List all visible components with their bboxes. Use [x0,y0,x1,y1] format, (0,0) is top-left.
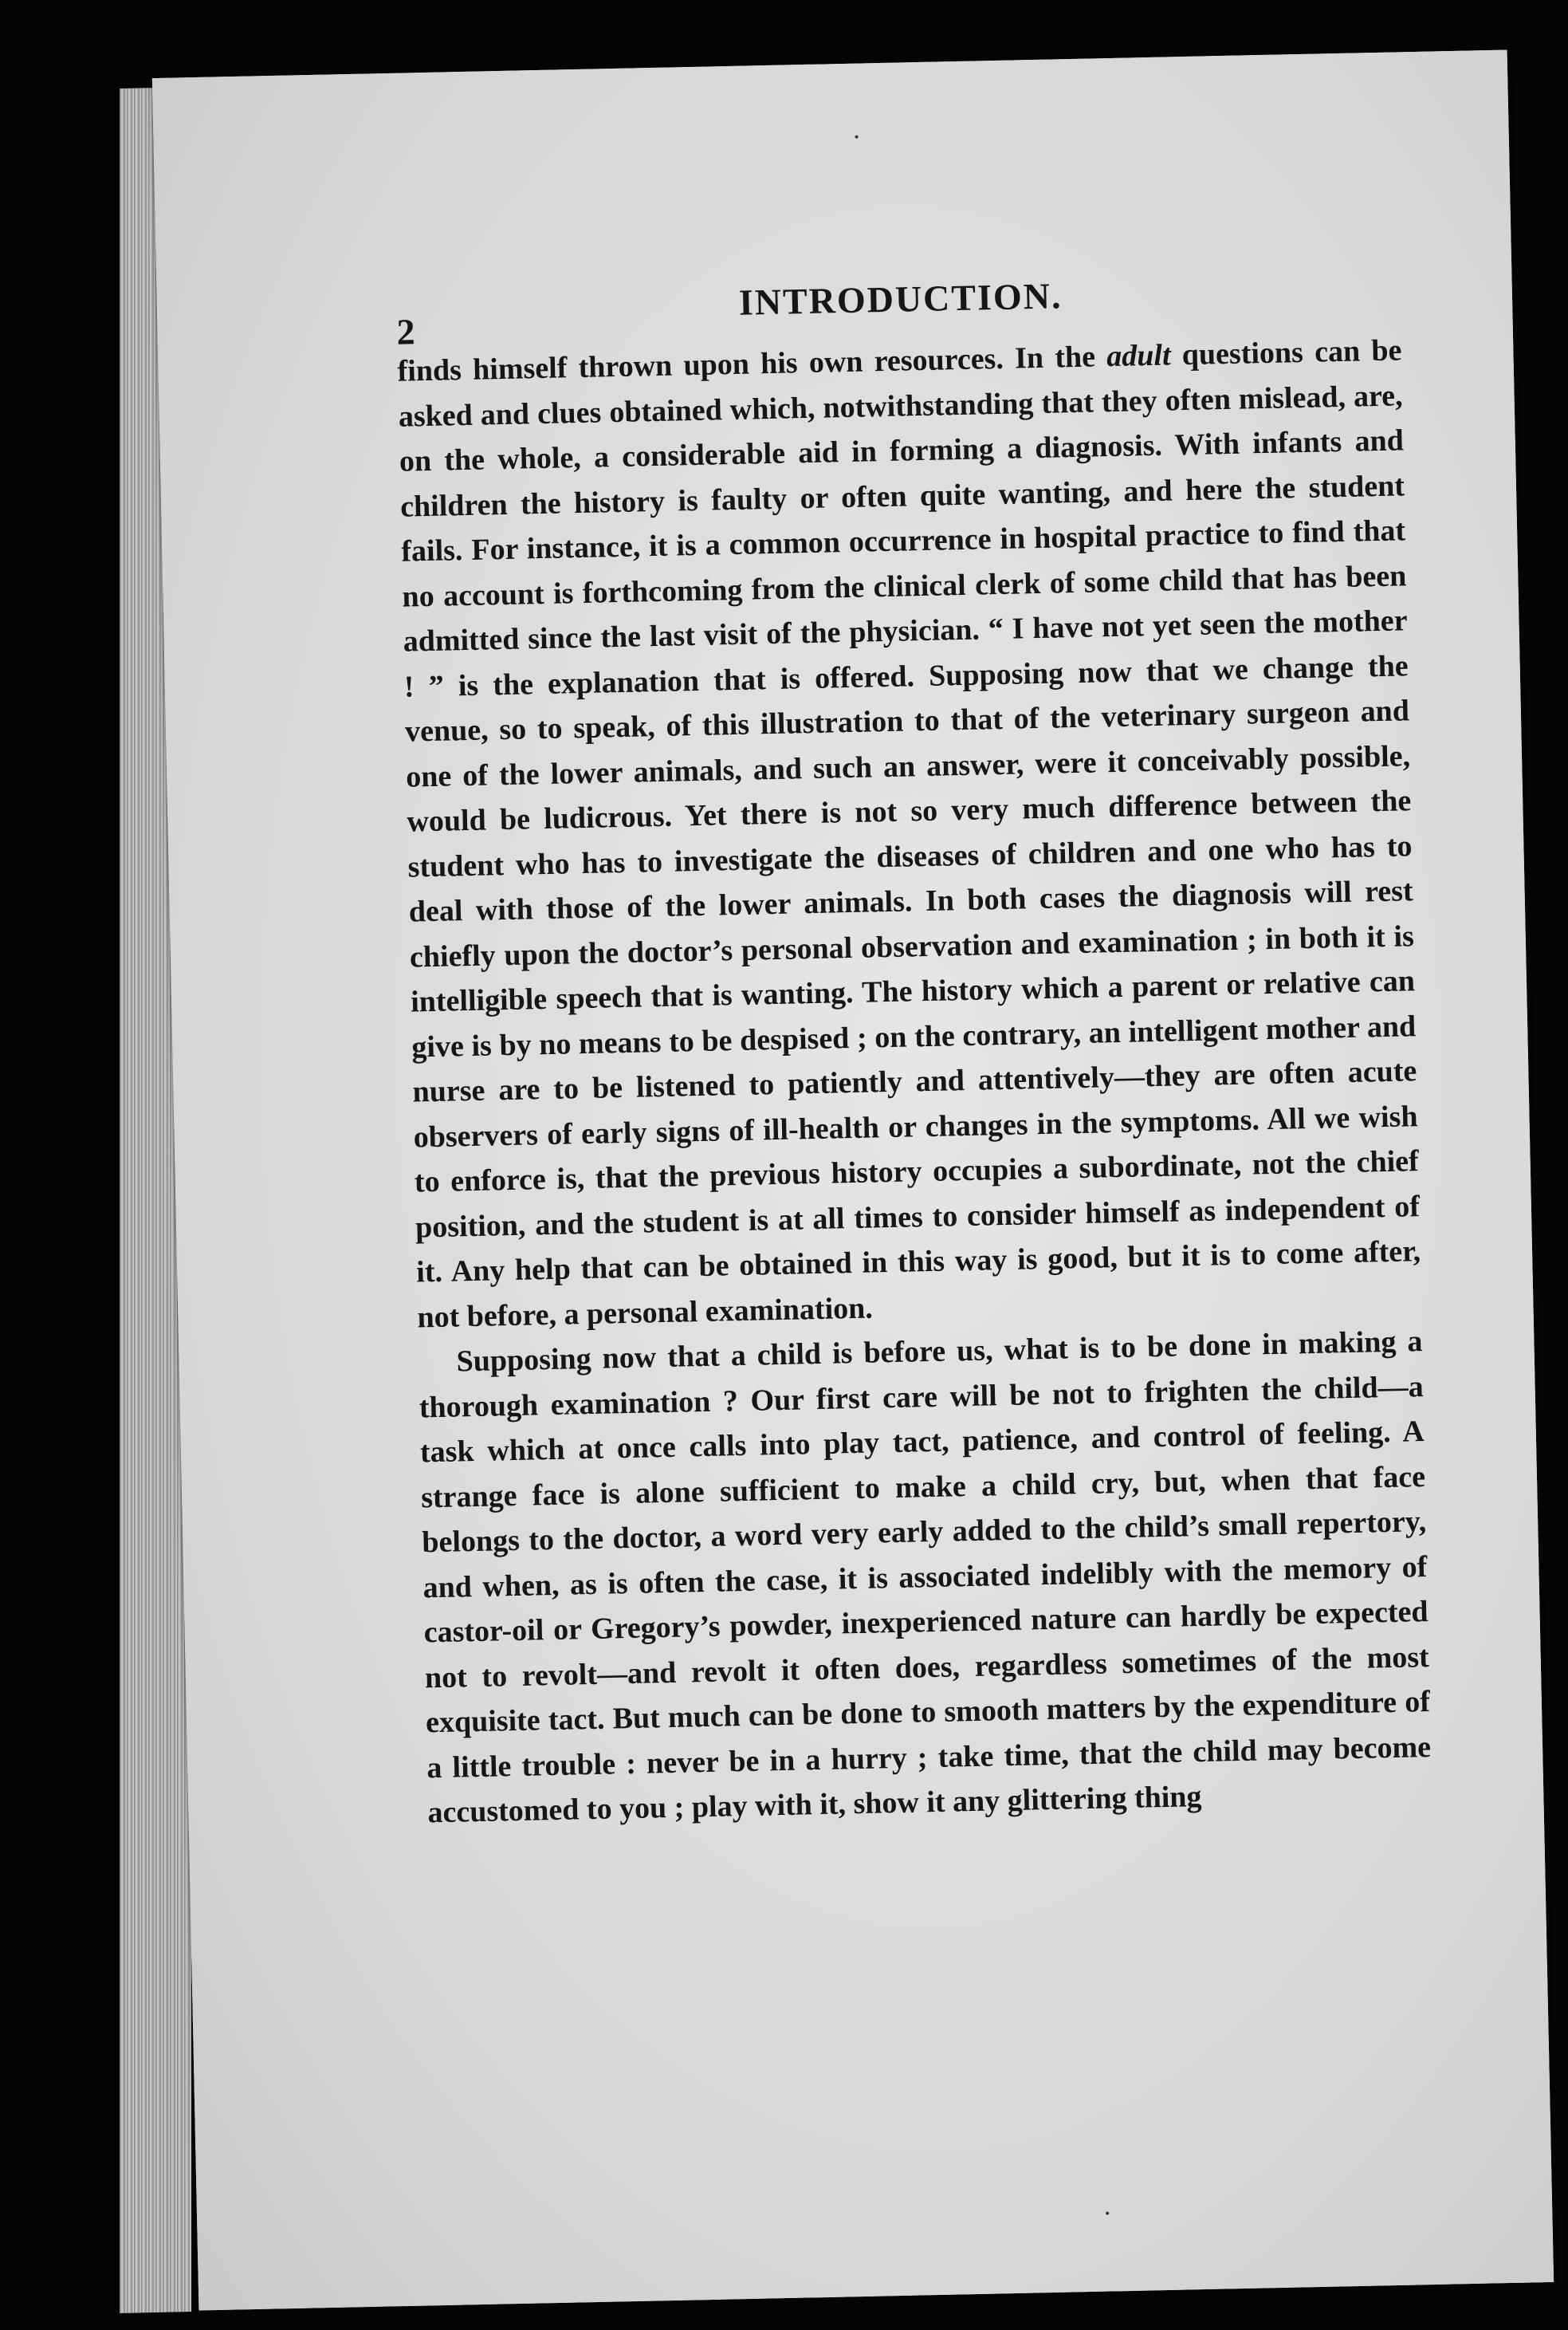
page-content [395,267,1432,1835]
book-page [152,50,1554,2311]
body-text [397,328,1432,1835]
paragraph-1-rest: questions can be asked and clues obtained which, notwithstanding that they often mislead, are, on the whole, a considerable aid in forming a diagnosis. With infants and children the history is faulty or often quite wanting, and here the student fails. For instance, it is a common occurrence in hospital practice to find that no account is forthcoming from the clinical clerk of some child that has been admitted since the last visit of the physician. “ I have not yet seen the mother ! ” is the explanation that is offered. Supposing now that we change the venue, so to speak, of this illustration to that of the veterinary surgeon and one of the lower animals, and such an answer, were it conceivably possible, would be ludicrous. Yet there is not so very much difference between the student who has to investigate the diseases of children and one who has to deal with those of the lower animals. In both cases the diagnosis will rest chiefly upon the doctor’s personal observation and examination ; in both it is intelligible speech that is wanting. The history which a parent or relative can give is by no means to be despised ; on the contrary, an intelligent mother and nurse are to be listened to patiently and attentively—they are often acute observers of early signs of ill-health or changes in the symptoms. All we wish to enforce is, that the previous history occupies a subordinate, not the chief position, and the student is at all times to consider himself as independent of it. Any help that can be obtained in this way is good, but it is to come after, not before, a personal examination. [398,333,1421,1334]
emphasis-adult: adult [1106,338,1171,374]
dust-speck [855,136,859,139]
paragraph-1-start: finds himself thrown upon his own resources. In the [397,340,1107,388]
page-number: 2 [396,311,416,352]
paragraph-1 [397,328,1422,1340]
dust-speck [1106,2212,1109,2215]
paragraph-2: Supposing now that a child is before us, what is to be done in making a thorough examination ? Our first care will be not to frighten the child—a task which at once calls into play tact, patience, and control of feeling. A strange face is alone sufficient to make a child cry, but, when that face belongs to the doctor, a word very early added to the child’s small repertory, and when, as is often the case, it is associated indelibly with the memory of castor-oil or Gregory’s powder, inexperienced nature can hardly be expected not to revolt—and revolt it often does, regardless sometimes of the most exquisite tact. But much can be done to smooth matters by the expenditure of a little trouble : never be in a hurry ; take time, that the child may become accustomed to you ; play with it, show it any glittering thing [419,1324,1432,1830]
chapter-title: INTRODUCTION. [738,275,1063,323]
